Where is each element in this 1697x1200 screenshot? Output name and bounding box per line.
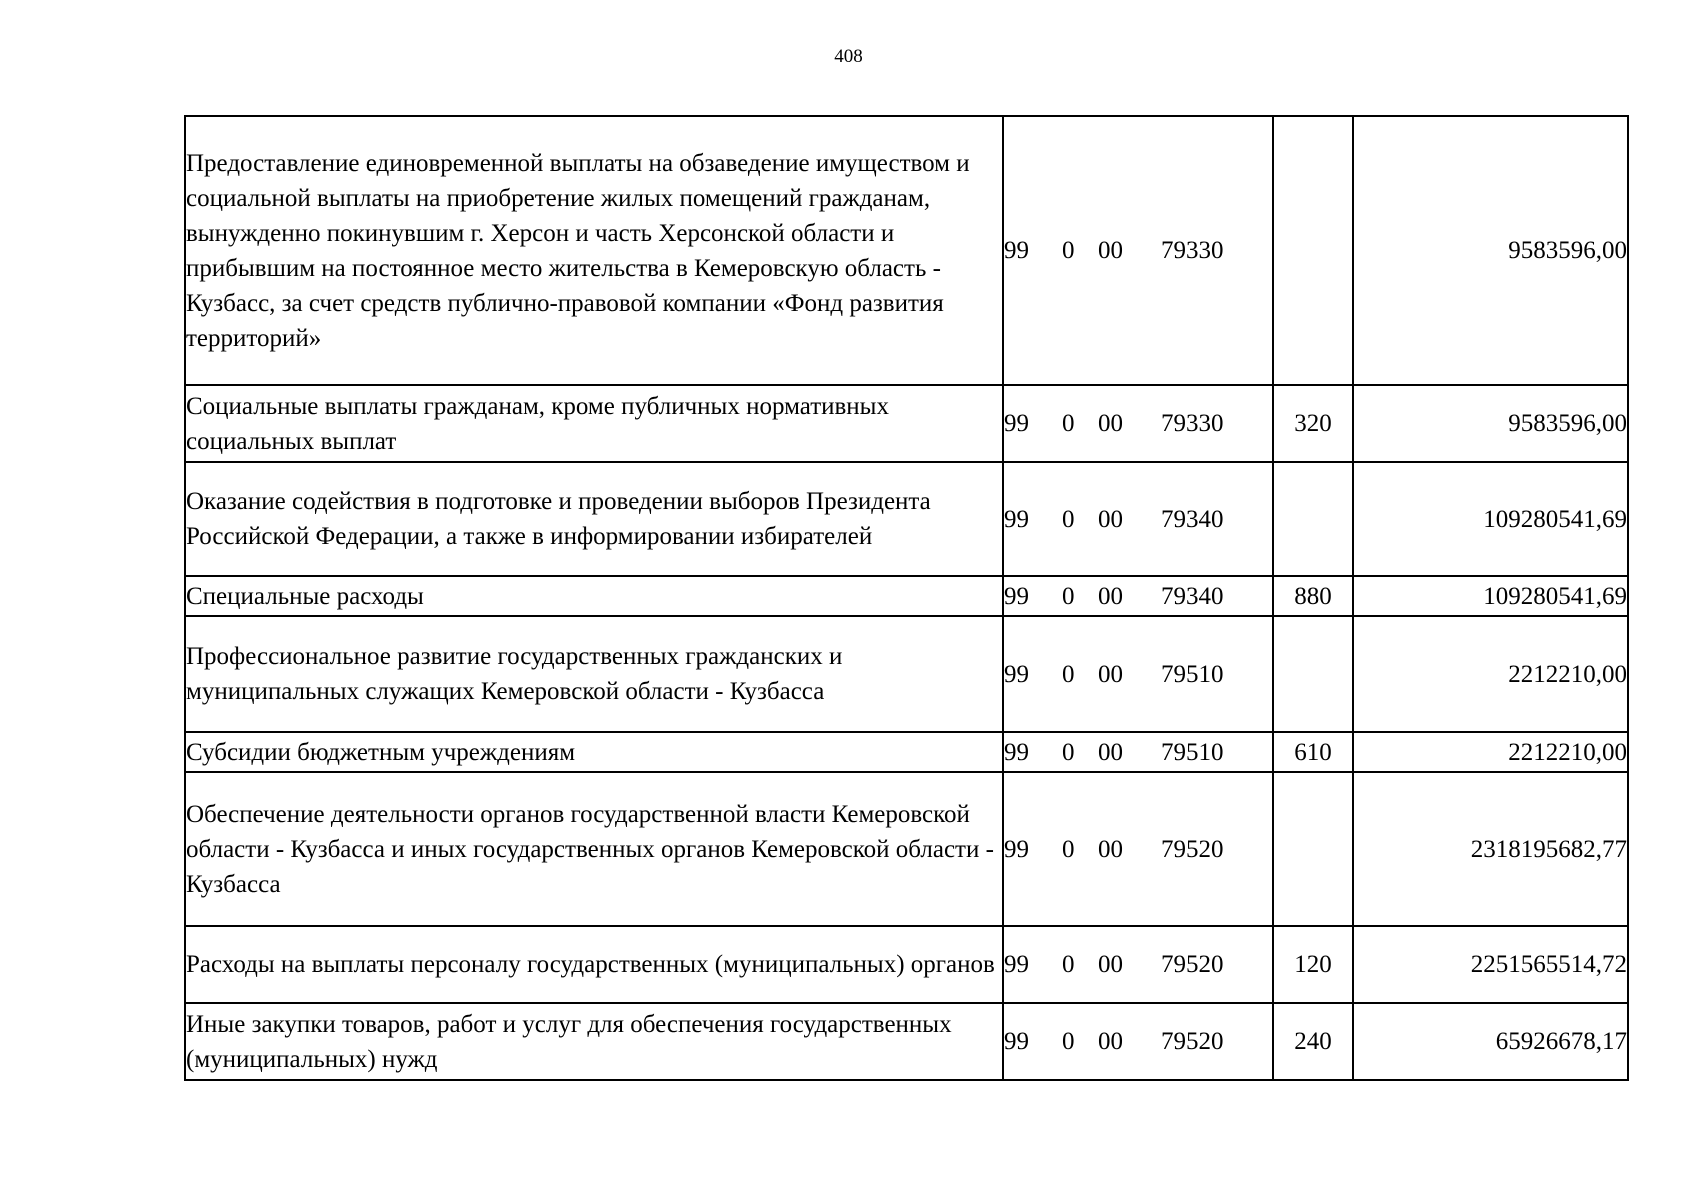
subprogram-code: 0: [1062, 1028, 1075, 1055]
expense-type: 610: [1273, 732, 1353, 772]
expense-type: 320: [1273, 385, 1353, 462]
target-code: [1003, 116, 1273, 385]
expense-type: 120: [1273, 926, 1353, 1003]
expense-name: Расходы на выплаты персоналу государственных (муниципальных) органов: [185, 926, 1003, 1003]
target-code: [1003, 1003, 1273, 1080]
program-code: 99: [1004, 835, 1029, 863]
direction-code: 00: [1098, 1028, 1123, 1055]
table-row: [185, 116, 1628, 385]
subprogram-code: 0: [1062, 582, 1075, 610]
program-code: 99: [1004, 660, 1029, 688]
expense-code: 79520: [1161, 1028, 1224, 1055]
program-code: 99: [1004, 582, 1029, 610]
target-code: [1003, 732, 1273, 772]
target-code: [1003, 616, 1273, 732]
amount: 2212210,00: [1353, 616, 1628, 732]
budget-table: [184, 115, 1629, 1081]
direction-code: 00: [1098, 237, 1123, 264]
subprogram-code: 0: [1062, 738, 1075, 766]
expense-name: Профессиональное развитие государственных гражданских и муниципальных служащих Кемеровской области - Кузбасса: [185, 616, 1003, 732]
amount: 109280541,69: [1353, 576, 1628, 616]
table-row: [185, 732, 1628, 772]
target-code: [1003, 385, 1273, 462]
expense-code: 79510: [1161, 660, 1224, 688]
table-row: [185, 385, 1628, 462]
expense-name: Иные закупки товаров, работ и услуг для обеспечения государственных (муниципальных) нужд: [185, 1003, 1003, 1080]
target-code: [1003, 462, 1273, 576]
amount: 2212210,00: [1353, 732, 1628, 772]
direction-code: 00: [1098, 835, 1123, 863]
table-row: [185, 616, 1628, 732]
program-code: 99: [1004, 738, 1029, 766]
table-row: [185, 1003, 1628, 1080]
expense-code: 79330: [1161, 410, 1224, 437]
target-code: [1003, 576, 1273, 616]
page-number: 408: [834, 46, 863, 67]
expense-name: Субсидии бюджетным учреждениям: [185, 732, 1003, 772]
subprogram-code: 0: [1062, 660, 1075, 688]
subprogram-code: 0: [1062, 505, 1075, 533]
expense-type: [1273, 772, 1353, 926]
expense-name: Предоставление единовременной выплаты на обзаведение имуществом и социальной выплаты на приобретение жилых помещений гражданам, вынужденно покинувшим г. Херсон и часть Херсонской области и прибывшим на постоянное место жительства в Кемеровскую область - Кузбасс, за счет средств публично-правовой компании «Фонд развития территорий»: [185, 116, 1003, 385]
expense-code: 79340: [1161, 505, 1224, 533]
amount: 2251565514,72: [1353, 926, 1628, 1003]
program-code: 99: [1004, 951, 1029, 978]
program-code: 99: [1004, 237, 1029, 264]
program-code: 99: [1004, 505, 1029, 533]
amount: 9583596,00: [1353, 116, 1628, 385]
expense-type: [1273, 462, 1353, 576]
expense-code: 79330: [1161, 237, 1224, 264]
expense-code: 79520: [1161, 835, 1224, 863]
table-row: [185, 462, 1628, 576]
table-row: [185, 576, 1628, 616]
direction-code: 00: [1098, 410, 1123, 437]
expense-code: 79340: [1161, 582, 1224, 610]
expense-code: 79510: [1161, 738, 1224, 766]
expense-type: 880: [1273, 576, 1353, 616]
program-code: 99: [1004, 1028, 1029, 1055]
table-row: [185, 926, 1628, 1003]
expense-name: Оказание содействия в подготовке и проведении выборов Президента Российской Федерации, а также в информировании избирателей: [185, 462, 1003, 576]
amount: 9583596,00: [1353, 385, 1628, 462]
expense-type: [1273, 616, 1353, 732]
amount: 2318195682,77: [1353, 772, 1628, 926]
target-code: [1003, 926, 1273, 1003]
amount: 109280541,69: [1353, 462, 1628, 576]
direction-code: 00: [1098, 951, 1123, 978]
subprogram-code: 0: [1062, 410, 1075, 437]
subprogram-code: 0: [1062, 835, 1075, 863]
direction-code: 00: [1098, 505, 1123, 533]
expense-name: Обеспечение деятельности органов государственной власти Кемеровской области - Кузбасса и иных государственных органов Кемеровской области - Кузбасса: [185, 772, 1003, 926]
subprogram-code: 0: [1062, 237, 1075, 264]
target-code: [1003, 772, 1273, 926]
expense-type: [1273, 116, 1353, 385]
expense-code: 79520: [1161, 951, 1224, 978]
direction-code: 00: [1098, 738, 1123, 766]
subprogram-code: 0: [1062, 951, 1075, 978]
amount: 65926678,17: [1353, 1003, 1628, 1080]
direction-code: 00: [1098, 660, 1123, 688]
expense-name: Социальные выплаты гражданам, кроме публичных нормативных социальных выплат: [185, 385, 1003, 462]
table-row: [185, 772, 1628, 926]
expense-type: 240: [1273, 1003, 1353, 1080]
program-code: 99: [1004, 410, 1029, 437]
expense-name: Специальные расходы: [185, 576, 1003, 616]
direction-code: 00: [1098, 582, 1123, 610]
